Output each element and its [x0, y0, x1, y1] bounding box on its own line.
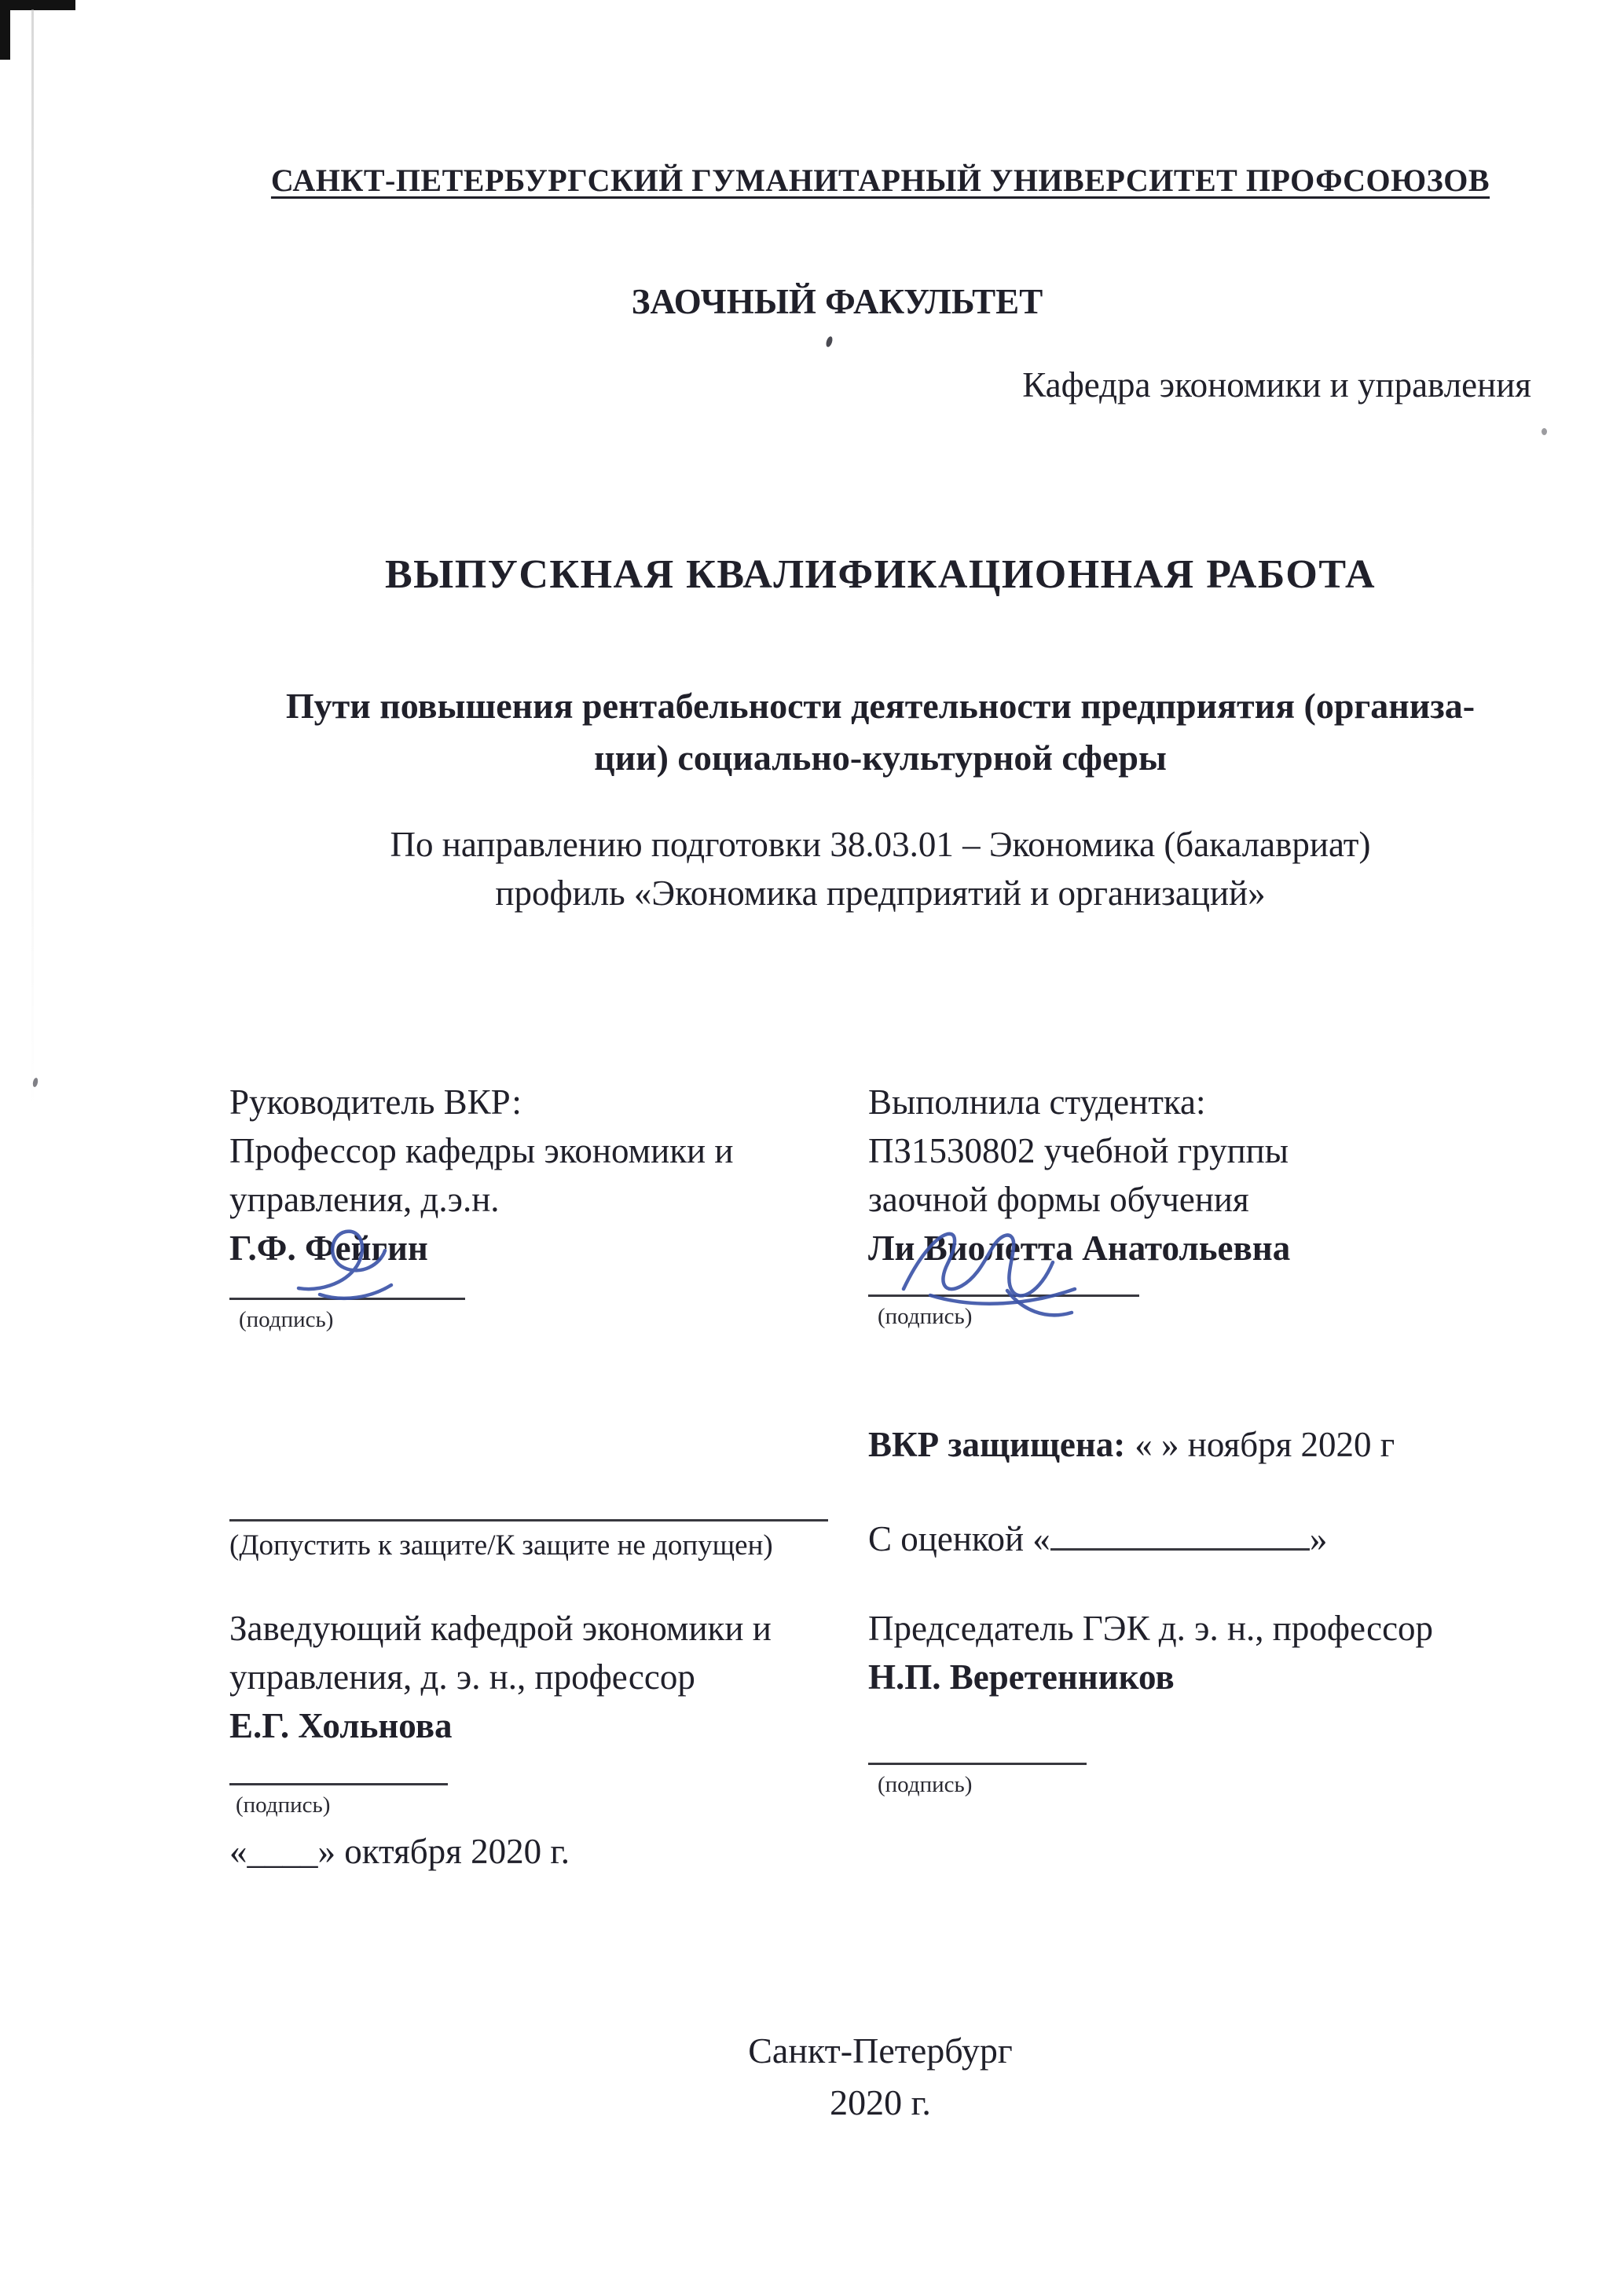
- thesis-topic-line2: ции) социально-культурной сферы: [594, 738, 1167, 778]
- scan-edge-artifact: [31, 9, 34, 1109]
- department-head-block: [229, 1604, 772, 1750]
- student-group-line1: ПЗ1530802 учебной группы: [868, 1131, 1289, 1170]
- supervisor-position-line2: управления, д.э.н.: [229, 1180, 500, 1219]
- department-head-position-line2: управления, д. э. н., профессор: [229, 1657, 695, 1697]
- footer-block: [229, 2025, 1531, 2129]
- department-head-position-line1: Заведующий кафедрой экономики и: [229, 1609, 772, 1648]
- student-group-line2: заочной формы обучения: [868, 1180, 1249, 1219]
- student-signature-caption: (подпись): [878, 1304, 973, 1329]
- gek-chairman-position: Председатель ГЭК д. э. н., профессор: [868, 1609, 1434, 1648]
- supervisor-role-label: Руководитель ВКР:: [229, 1082, 522, 1122]
- thesis-topic: [229, 680, 1531, 784]
- student-name: Ли Виолетта Анатольевна: [868, 1229, 1291, 1268]
- admission-caption: (Допустить к защите/К защите не допущен): [229, 1529, 773, 1562]
- supervisor-position-line1: Профессор кафедры экономики и: [229, 1131, 734, 1170]
- supervisor-signature-caption: (подпись): [239, 1307, 334, 1332]
- department-name: Кафедра экономики и управления: [1022, 365, 1531, 405]
- supervisor-handwritten-signature: [277, 1216, 434, 1310]
- university-header: САНКТ-ПЕТЕРБУРГСКИЙ ГУМАНИТАРНЫЙ УНИВЕРСИТЕТ ПРОФСОЮЗОВ: [270, 163, 1490, 198]
- work-type-title: ВЫПУСКНАЯ КВАЛИФИКАЦИОННАЯ РАБОТА: [384, 552, 1376, 597]
- gek-chairman-block: [868, 1604, 1433, 1701]
- admission-signature-line: [229, 1519, 828, 1522]
- department-head-date: «____» октября 2020 г.: [229, 1832, 570, 1871]
- defense-date: « » ноября 2020 г: [1135, 1425, 1395, 1464]
- thesis-topic-line1: Пути повышения рентабельности деятельности предприятия (организа-: [285, 686, 1476, 726]
- department-head-signature-line: [229, 1783, 448, 1785]
- student-handwritten-signature: [889, 1214, 1109, 1331]
- study-direction-line1: По направлению подготовки 38.03.01 – Экономика (бакалавриат): [390, 825, 1371, 864]
- gek-chairman-signature-caption: (подпись): [878, 1772, 973, 1797]
- footer-city: Санкт-Петербург: [748, 2031, 1013, 2071]
- defense-statement: [868, 1420, 1395, 1469]
- gek-chairman-signature-line: [868, 1763, 1087, 1765]
- scan-speck: [32, 1078, 38, 1088]
- study-direction-line2: профиль «Экономика предприятий и организаций»: [495, 873, 1266, 913]
- department-head-name: Е.Г. Хольнова: [229, 1706, 453, 1745]
- gek-chairman-name: Н.П. Веретенников: [868, 1657, 1175, 1697]
- page-content: [229, 0, 1531, 2296]
- student-role-label: Выполнила студентка:: [868, 1082, 1206, 1122]
- grade-blank-line: [1050, 1516, 1310, 1551]
- study-direction: [229, 820, 1531, 917]
- faculty-name: ЗАОЧНЫЙ ФАКУЛЬТЕТ: [631, 282, 1043, 321]
- supervisor-name: Г.Ф. Фейгин: [229, 1229, 428, 1268]
- grade-statement: [868, 1514, 1327, 1563]
- scan-speck: [1542, 428, 1547, 435]
- grade-open-text: С оценкой «: [868, 1519, 1050, 1558]
- grade-close-text: »: [1309, 1519, 1328, 1558]
- scan-corner-artifact: [0, 0, 75, 60]
- department-head-signature-caption: (подпись): [236, 1792, 331, 1818]
- defense-label: ВКР защищена:: [868, 1425, 1126, 1464]
- footer-year: 2020 г.: [830, 2082, 931, 2122]
